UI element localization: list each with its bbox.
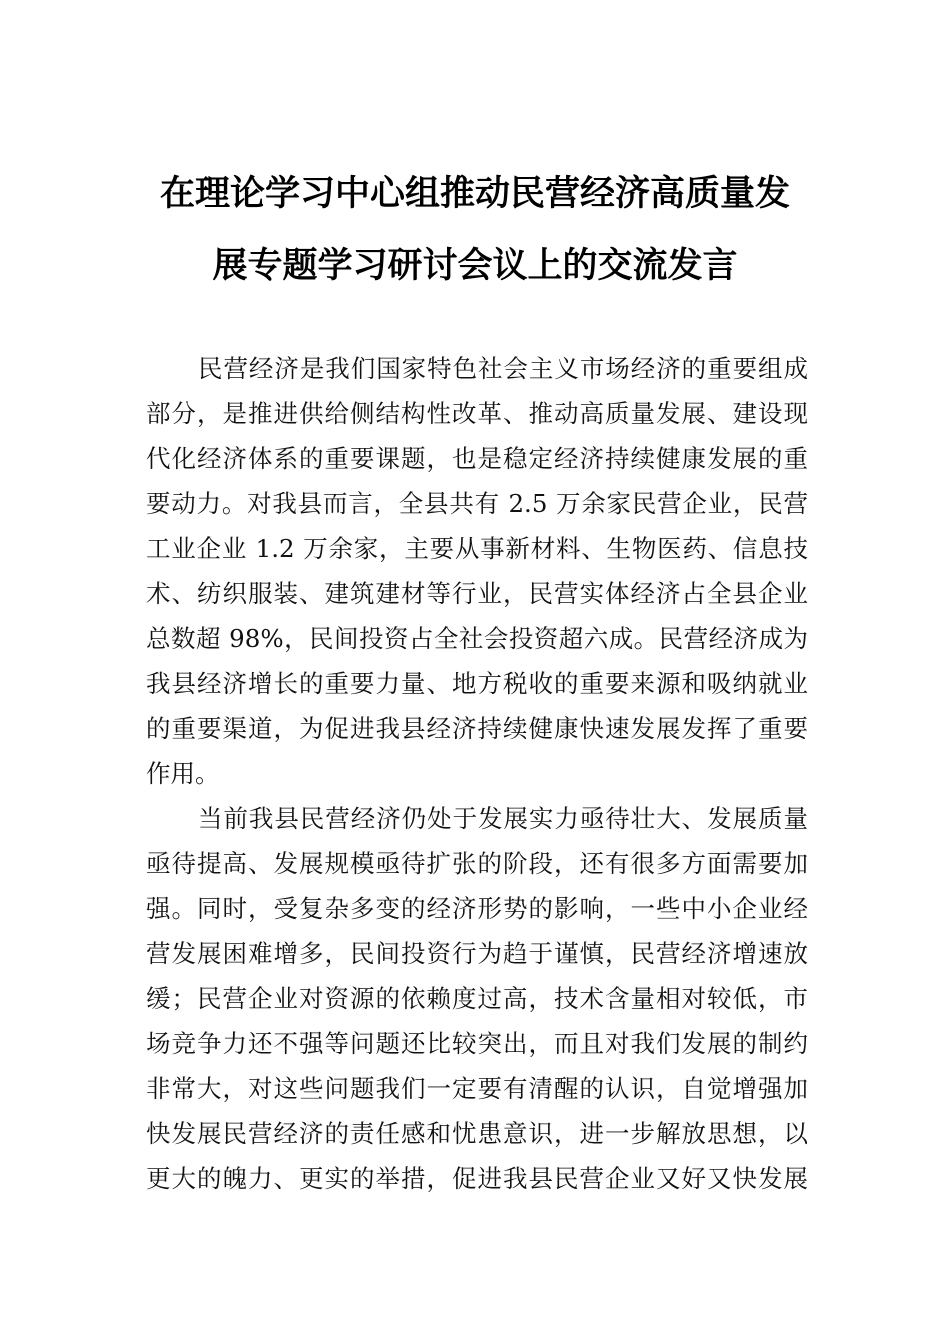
paragraph-line: 部分，是推进供给侧结构性改革、推动高质量发展、建设现 xyxy=(146,399,808,428)
document-title-line-2: 展专题学习研讨会议上的交流发言 xyxy=(212,245,738,286)
paragraph-line: 快发展民营经济的责任感和忧患意识，进一步解放思想，以 xyxy=(146,1119,808,1148)
paragraph-line: 要动力。对我县而言，全县共有 2.5 万余家民营企业，民营 xyxy=(146,489,808,518)
paragraph-line: 营发展困难增多，民间投资行为趋于谨慎，民营经济增速放 xyxy=(146,939,808,968)
paragraph-line: 工业企业 1.2 万余家，主要从事新材料、生物医药、信息技 xyxy=(146,534,808,563)
paragraph-line: 的重要渠道，为促进我县经济持续健康快速发展发挥了重要 xyxy=(146,714,808,743)
paragraph-line: 非常大，对这些问题我们一定要有清醒的认识，自觉增强加 xyxy=(146,1074,808,1103)
paragraph-line: 更大的魄力、更实的举措，促进我县民营企业又好又快发展 xyxy=(146,1164,808,1193)
paragraph-line: 场竞争力还不强等问题还比较突出，而且对我们发展的制约 xyxy=(146,1029,808,1058)
paragraph-line: 作用。 xyxy=(146,759,220,788)
paragraph-line: 民营经济是我们国家特色社会主义市场经济的重要组成 xyxy=(198,354,808,383)
paragraph-line: 术、纺织服装、建筑建材等行业，民营实体经济占全县企业 xyxy=(146,579,808,608)
paragraph-line: 亟待提高、发展规模亟待扩张的阶段，还有很多方面需要加 xyxy=(146,849,808,878)
paragraph-line: 代化经济体系的重要课题，也是稳定经济持续健康发展的重 xyxy=(146,444,808,473)
paragraph-line: 我县经济增长的重要力量、地方税收的重要来源和吸纳就业 xyxy=(146,669,808,698)
document-title-line-1: 在理论学习中心组推动民营经济高质量发 xyxy=(159,173,790,214)
paragraph-line: 缓；民营企业对资源的依赖度过高，技术含量相对较低，市 xyxy=(146,984,808,1013)
paragraph-line: 强。同时，受复杂多变的经济形势的影响，一些中小企业经 xyxy=(146,894,808,923)
paragraph-line: 当前我县民营经济仍处于发展实力亟待壮大、发展质量 xyxy=(198,804,808,833)
paragraph-line: 总数超 98%，民间投资占全社会投资超六成。民营经济成为 xyxy=(146,624,808,653)
